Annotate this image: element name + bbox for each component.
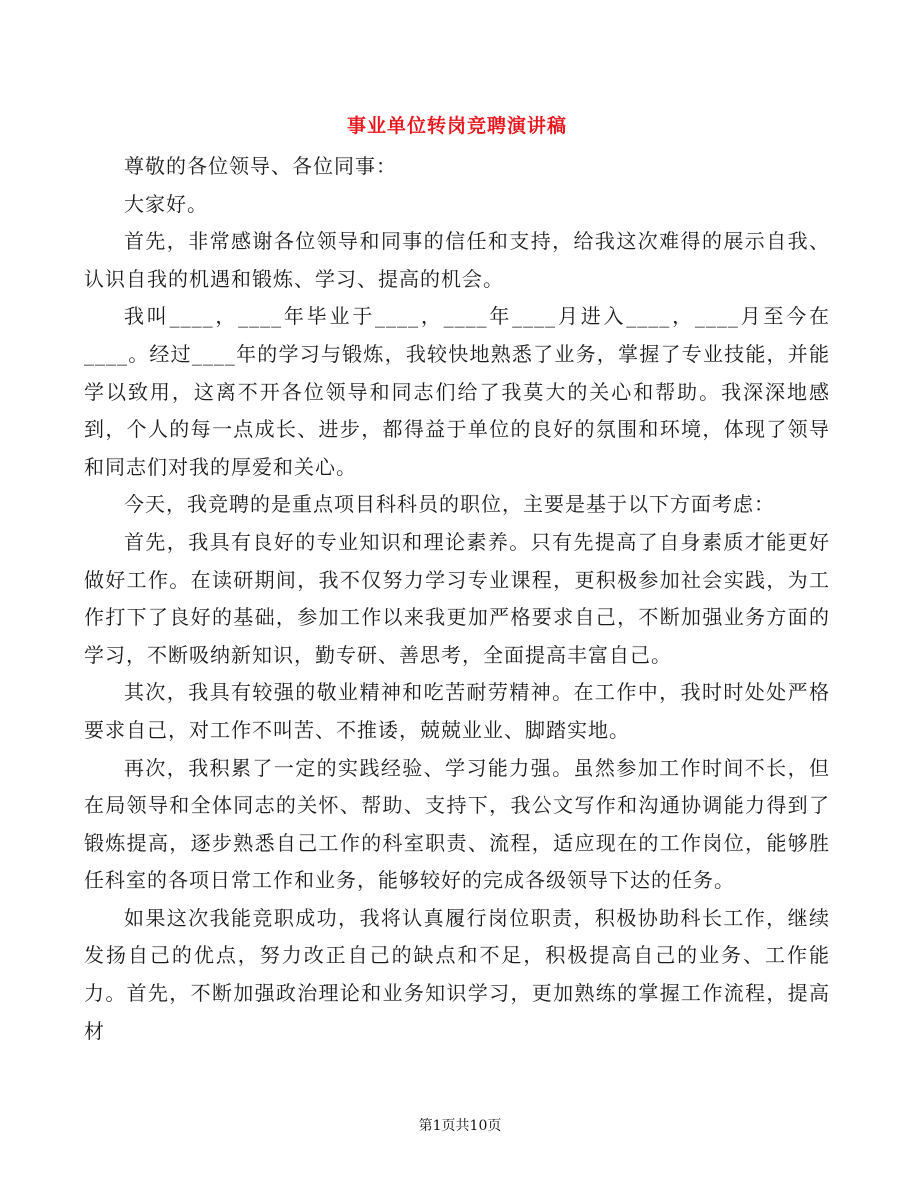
paragraph-greeting: 大家好。	[124, 191, 208, 216]
paragraph-thanks: 首先，非常感谢各位领导和同事的信任和支持，给我这次难得的展示自我、认识自我的机遇和锻炼、学习、提高的机会。	[84, 229, 830, 291]
paragraph-position: 今天，我竞聘的是重点项目科科员的职位，主要是基于以下方面考虑：	[124, 492, 775, 517]
paragraph-salutation: 尊敬的各位领导、各位同事：	[124, 154, 397, 178]
document-page	[84, 110, 830, 1050]
paragraph-reason-first: 首先，我具有良好的专业知识和理论素养。只有先提高了自身素质才能更好做好工作。在读研期间，我不仅努力学习专业课程，更积极参加社会实践，为工作打下了良好的基础，参加工作以来我更加严格要求自己，不断加强业务方面的学习，不断吸纳新知识，勤专研、善思考，全面提高丰富自己。	[84, 529, 830, 667]
document-title: 事业单位转岗竞聘演讲稿	[346, 115, 567, 137]
paragraph-introduction: 我叫____，____年毕业于____，____年____月进入____，____月至今在____。经过____年的学习与锻炼，我较快地熟悉了业务，掌握了专业技能，并能学以致用，这离不开各位领导和同志们给了我莫大的关心和帮助。我深深地感到，个人的每一点成长、进步，都得益于单位的良好的氛围和环境，体现了领导和同志们对我的厚爱和关心。	[84, 304, 830, 479]
paragraph-plan: 如果这次我能竞职成功，我将认真履行岗位职责，积极协助科长工作，继续发扬自己的优点，努力改正自己的缺点和不足，积极提高自己的业务、工作能力。首先，不断加强政治理论和业务知识学习，更加熟练的掌握工作流程，提高材	[84, 905, 830, 1043]
paragraph-reason-third: 再次，我积累了一定的实践经验、学习能力强。虽然参加工作时间不长，但在局领导和全体同志的关怀、帮助、支持下，我公文写作和沟通协调能力得到了锻炼提高，逐步熟悉自己工作的科室职责、流程，适应现在的工作岗位，能够胜任科室的各项日常工作和业务，能够较好的完成各级领导下达的任务。	[84, 755, 830, 893]
page-number-footer: 第1页共10页	[418, 1118, 502, 1134]
paragraph-reason-second: 其次，我具有较强的敬业精神和吃苦耐劳精神。在工作中，我时时处处严格要求自己，对工作不叫苦、不推诿，兢兢业业、脚踏实地。	[84, 680, 830, 742]
